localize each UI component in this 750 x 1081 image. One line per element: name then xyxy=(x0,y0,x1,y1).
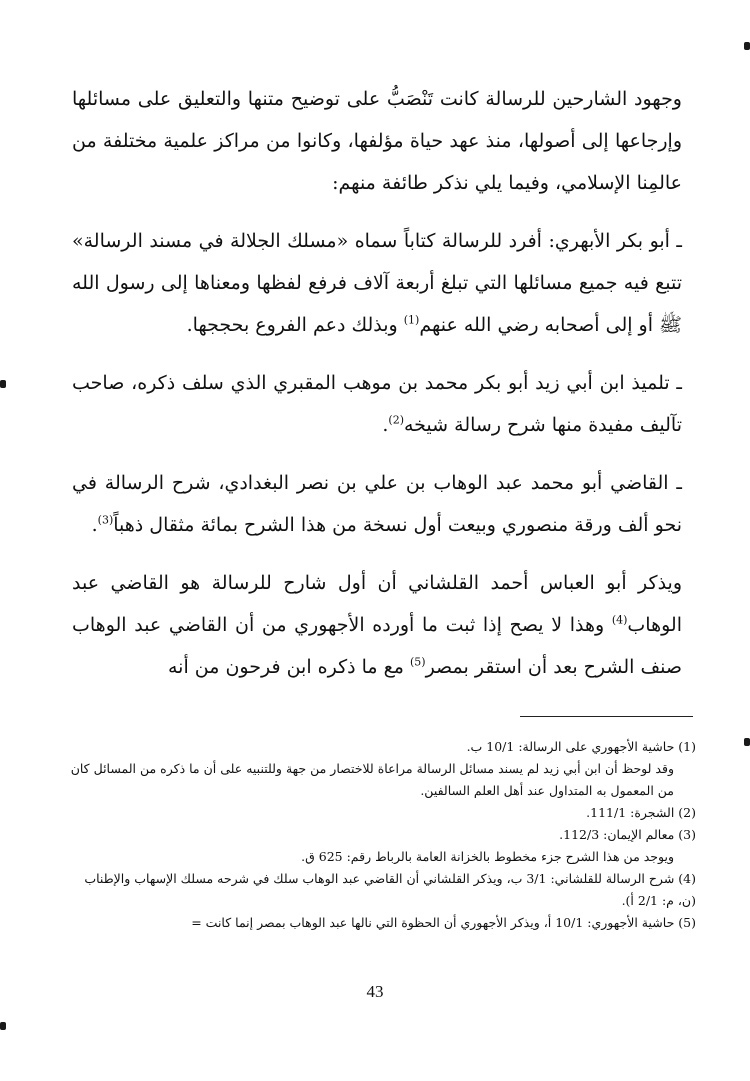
footnote-4: (4) شرح الرسالة للقلشاني: 3/1 ب، ويذكر القلشاني أن القاضي عبد الوهاب سلك في شرحه مسلك الإسهاب والإطناب (ن، م: 2/1 أ). xyxy=(84,871,696,908)
footnote-ref-3[interactable]: (3) xyxy=(97,513,114,527)
footnote-ref-4[interactable]: (4) xyxy=(611,613,628,627)
footnote-5: (5) حاشية الأجهوري: 10/1 أ، ويذكر الأجهوري أن الحظوة التي نالها عبد الوهاب بمصر إنما كانت = xyxy=(191,915,696,930)
page-number: 43 xyxy=(366,982,384,1001)
footnote-ref-2[interactable]: (2) xyxy=(388,413,404,427)
scan-mark-icon xyxy=(0,1022,6,1030)
paragraph-ibn-mawhab: ـ تلميذ ابن أبي زيد أبو بكر محمد بن موهب المقبري الذي سلف ذكره، صاحب تآليف مفيدة منها شرح رسالة شيخه$^{(2)}$. xyxy=(72,372,682,436)
scan-mark-icon xyxy=(744,738,750,746)
paragraph-qalshani: ويذكر أبو العباس أحمد القلشاني أن أول شارح للرسالة هو القاضي عبد الوهاب$^{(4)}$ وهذا لا يصح إذا ثبت ما أورده الأجهوري من أن القاضي عبد الوهاب صنف الشرح بعد أن استقر بمصر$^{(5)}$ مع ما ذكره ابن فرحون من أنه xyxy=(72,572,682,678)
footnote-1: (1) حاشية الأجهوري على الرسالة: 10/1 ب. xyxy=(466,739,696,754)
paragraph-abhari: ـ أبو بكر الأبهري: أفرد للرسالة كتاباً سماه «مسلك الجلالة في مسند الرسالة» تتبع فيه جميع مسائلها التي تبلغ أربعة آلاف فرفع لفظها ومعناها إلى رسول الله ﷺ أو إلى أصحابه رضي الله عنهم$^{(1)}$ وبذلك دعم الفروع بحججها. xyxy=(72,230,682,336)
footnote-divider xyxy=(520,716,693,717)
footnotes xyxy=(68,736,696,934)
footnote-3-note: ويوجد من هذا الشرح جزء مخطوط بالخزانة العامة بالرباط رقم: 625 ق. xyxy=(301,849,674,864)
footnote-ref-1[interactable]: (1) xyxy=(403,313,420,327)
paragraph-intro: وجهود الشارحين للرسالة كانت تَنْصَبُّ على توضيح متنها والتعليق على مسائلها وإرجاعها إلى أصولها، منذ عهد حياة مؤلفها، وكانوا من مراكز علمية مختلفة من عالمِنا الإسلامي، وفيما يلي نذكر طائفة منهم: xyxy=(72,88,682,194)
paragraph-abd-al-wahhab: ـ القاضي أبو محمد عبد الوهاب بن علي بن نصر البغدادي، شرح الرسالة في نحو ألف ورقة منصوري وبيعت أول نسخة من هذا الشرح بمائة مثقال ذهباً$^{(3)}$. xyxy=(72,472,682,536)
main-text xyxy=(72,78,682,704)
footnote-3: (3) معالم الإيمان: 112/3. xyxy=(559,827,696,842)
scan-mark-icon xyxy=(0,380,6,388)
footnote-1-note: وقد لوحظ أن ابن أبي زيد لم يسند مسائل الرسالة مراعاة للاختصار من جهة وللتنبيه على أن ما ذكره من المسائل كان من المعمول به المتداول عند أهل العلم السالفين. xyxy=(70,761,674,798)
footnote-2: (2) الشجرة: 111/1. xyxy=(586,805,696,820)
scan-mark-icon xyxy=(744,42,750,50)
footnote-ref-5[interactable]: (5) xyxy=(409,655,426,669)
